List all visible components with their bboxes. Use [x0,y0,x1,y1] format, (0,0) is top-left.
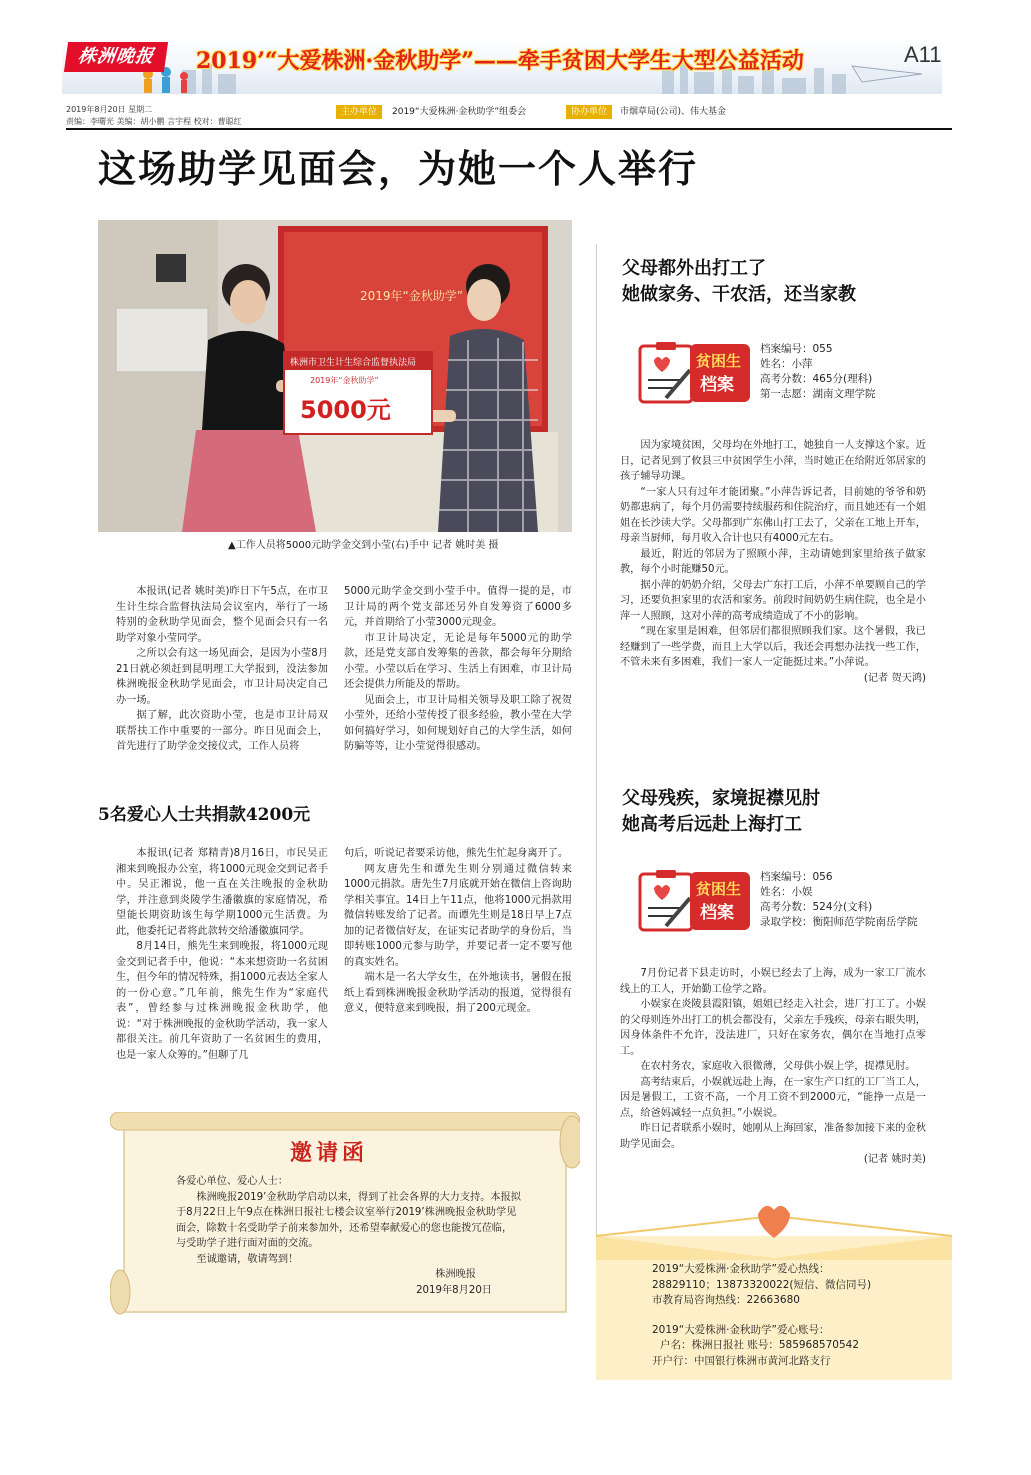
article2-paragraph: 端木是一名大学女生，在外地读书，暑假在报纸上看到株洲晚报金秋助学活动的报道，觉得很有意义，便特意来到晚报，捐了200元现金。 [344,972,572,1014]
student2-paragraph: 高考结束后，小娱就远赴上海，在一家生产口红的工厂当工人，因是暑假工，工资不高，一个月工资不到2000元，“能挣一点是一点，给爸妈减轻一点负担。”小娱说。 [620,1076,926,1119]
check-amount: 5000元 [300,396,391,424]
invitation-signer: 株洲晚报 [435,1269,476,1280]
invitation-title: 邀请函 [290,1140,369,1166]
student1-info [760,342,876,402]
student1-byline: (记者 贺天鸿) [863,672,926,684]
student2-paragraph: 在农村务农，家庭收入很微薄，父母供小娱上学，捉襟见肘。 [640,1061,916,1072]
student2-file-no: 档案编号：056 [760,871,833,883]
editors-line: 责编：李曙光 美编：胡小鹏 言宇程 校对：曹聪红 [66,117,242,126]
envelope-heart-graphic [596,1196,952,1260]
top-rule [66,128,952,130]
student2-score: 高考分数：524分(文科) [760,901,873,913]
masthead-title: 2019’“大爱株洲·金秋助学”——牵手贫困大学生大型公益活动 [196,48,804,74]
student2-paragraph: 小娱家在炎陵县霞阳镇，姐姐已经走入社会，进厂打工了。小娱的父母则连外出打工的机会都没有，父亲左手残疾，母亲右眼失明，因身体条件不允许，没法进厂，只好在家务农，偶尔在当地打点零工。 [620,999,926,1057]
article1-paragraph: 据了解，此次资助小莹，也是市卫计局双联帮扶工作中重要的一部分。昨日见面会上，首先进行了助学金交接仪式，工作人员将 [116,710,328,752]
check-org: 株洲市卫生计生综合监督执法局 [290,358,417,368]
article2-left-column [116,846,328,1063]
student1-score: 高考分数：465分(理科) [760,373,873,385]
student1-title-line1: 父母都外出打工了 [622,258,766,279]
page-number: A11 [904,42,942,67]
newspaper-logo: 株洲晚报 [64,42,168,72]
student1-badge-line2: 档案 [700,375,734,395]
hotline-numbers: 28829110；13873320022(短信、微信同号) [652,1278,872,1291]
student2-info [760,870,918,930]
photo-caption: ▲工作人员将5000元助学金交到小莹(右)手中 记者 姚时美 摄 [228,540,499,551]
article2-paragraph: 本报讯(记者 郑精青)8月16日，市民吴正湘来到晚报办公室，将1000元现金交到记者手中。吴正湘说，他一直在关注晚报的金秋助学，并注意到炎陵学生潘徽旗的家庭情况，希望能长期资助该生每学期1000元生活费。为此，他委托记者将此款转交给潘徽旗同学。 [116,848,328,937]
invitation-text: 株洲晚报2019’金秋助学启动以来，得到了社会各界的大力支持。本报拟于8月22日上午9点在株洲日报社七楼会议室举行2019’株洲晚报金秋助学见面会，除数十名受助学子前来参加外，还希望奉献爱心的您也能拨冗莅临，与受助学子进行面对面的交流。 [176,1191,521,1249]
student1-paragraph: “一家人只有过年才能团聚。”小萍告诉记者，目前她的爷爷和奶奶都患病了，每个月仍需要持续服药和住院治疗，而且她还有一个姐姐在长沙读大学。父母都到广东佛山打工去了，父亲在工地上开车，母亲当厨师，每月收入合计也只有4000元左右。 [620,486,926,544]
article2-title: 5名爱心人士共捐款4200元 [98,805,311,825]
account-line: 2019“大爱株洲·金秋助学”爱心账号： [652,1323,830,1336]
hotline-line: 市教育局咨询热线：22663680 [652,1294,800,1306]
student2-name: 姓名：小娱 [760,886,813,898]
student2-article [620,966,926,1168]
host-tag: 主办单位 [336,105,382,119]
student1-article [620,438,926,686]
hotline-text [652,1262,871,1369]
hotline-spacer [652,1309,871,1323]
date-line: 2019年8月20日 星期二 [66,105,153,114]
student2-byline: (记者 姚时美) [863,1154,926,1165]
student1-file-no: 档案编号：055 [760,343,833,355]
invitation-salutation: 各爱心单位、爱心人士： [176,1176,289,1187]
article1-paragraph: 见面会上，市卫计局相关领导及职工除了祝贺小莹外，还给小莹传授了很多经验，教小莹在大学如何搞好学习，如何规划好自己的大学生活，如何防骗等等，让小莹觉得很感动。 [344,694,572,752]
student1-choice: 第一志愿：湖南文理学院 [760,388,876,400]
student2-badge-line2: 档案 [700,903,734,923]
article1-paragraph: 5000元助学金交到小莹手中。值得一提的是，市卫计局的两个党支部还另外自发筹资了6000多元，并首期给了小莹3000元现金。 [344,586,572,628]
student1-file-badge [636,340,754,406]
screen-title: 2019年“金秋助学” [360,289,463,303]
student2-title-line2: 她高考后远赴上海打工 [622,814,802,835]
article1-paragraph: 本报讯(记者 姚时美)昨日下午5点，在市卫生计生综合监督执法局会议室内，举行了一场特别的金秋助学见面会，整个见面会只有一名助学对象小莹同学。 [116,586,328,644]
student2-file-badge [636,868,754,934]
co-text: 市烟草局(公司)、伟大基金 [620,107,727,117]
student1-paragraph: 最近，附近的邻居为了照顾小萍，主动请她到家里给孩子做家教，每个小时能赚50元。 [620,548,926,575]
article1-left-column [116,584,328,755]
student2-title-line1: 父母残疾，家境捉襟见肘 [622,788,820,809]
invitation-body [176,1174,522,1298]
article2-paragraph: 句后，听说记者要采访他，熊先生忙起身离开了。 [344,848,569,859]
account-bank: 开户行：中国银行株洲市黄河北路支行 [652,1354,831,1367]
invitation-closing: 至诚邀请，敬请驾到！ [196,1253,299,1265]
invitation-date: 2019年8月20日 [416,1284,492,1296]
main-headline: 这场助学见面会，为她一个人举行 [98,147,699,191]
student1-paragraph: “现在家里是困难，但邻居们都很照顾我们家。这个暑假，我已经赚到了一些学费，而且上大学以后，我还会再想办法找一些工作，不管未来有多困难，我们一家人一定能挺过来。”小萍说。 [620,626,926,668]
check-sub: 2019年“金秋助学” [310,376,379,385]
clipboard-icon [636,868,754,934]
news-photo [98,220,572,532]
student1-name: 姓名：小萍 [760,358,813,370]
student2-choice: 录取学校：衡阳师范学院南岳学院 [760,916,918,928]
student1-title-line2: 她做家务、干农活，还当家教 [622,284,856,305]
article2-paragraph: 8月14日，熊先生来到晚报，将1000元现金交到记者手中，他说：“本来想资助一名贫困生，但今年的情况特殊，捐1000元表达全家人的一份心意。”几年前，熊先生作为“家庭代表”，曾经参与过株洲晚报金秋助学，他说：“对于株洲晚报的金秋助学活动，我一家人都很关注。前几年资助了一名贫困生的费用，也是一家人众筹的。”但聊了几 [116,941,328,1061]
host-text: 2019“大爱株洲·金秋助学”组委会 [392,107,527,117]
column-divider [596,244,597,1244]
article1-right-column [344,584,572,755]
article1-paragraph: 之所以会有这一场见面会，是因为小莹8月21日就必须赶到昆明理工大学报到，没法参加株洲晚报金秋助学见面会，市卫计局决定自己办一场。 [116,648,328,706]
photo-scene [98,220,572,532]
hotline-line: 2019“大爱株洲·金秋助学”爱心热线： [652,1263,830,1275]
co-tag: 协办单位 [566,105,612,119]
clipboard-icon [636,340,754,406]
student2-paragraph: 昨日记者联系小娱时，她刚从上海回家，准备参加接下来的金秋助学见面会。 [620,1123,926,1150]
article2-paragraph: 网友唐先生和谭先生则分别通过微信转来1000元捐款。唐先生7月底就开始在微信上咨询助学相关事宜。14日上午11点，他将1000元捐款用微信转账发给了记者。而谭先生则是18日早上7点加的记者微信好友，在证实记者助学的身份后，当即转账1000元参与助学，并要记者一定不要写他的真实姓名。 [344,863,572,968]
student1-badge-line1: 贫困生 [696,352,742,370]
student1-paragraph: 因为家境贫困，父母均在外地打工，她独自一人支撑这个家。近日，记者见到了攸县三中贫困学生小萍，当时她正在给附近邻居家的孩子辅导功课。 [620,440,926,482]
article2-right-column [344,846,572,1017]
article1-paragraph: 市卫计局决定，无论是每年5000元的助学款，还是党支部自发筹集的善款，都会每年分期给小莹。小莹以后在学习、生活上有困难，市卫计局还会提供力所能及的帮助。 [344,632,572,690]
student1-paragraph: 据小萍的奶奶介绍，父母去广东打工后，小萍不单要顾自己的学习，还要负担家里的农活和家务。前段时间奶奶生病住院，也全是小萍一人照顾，这对小萍的高考成绩造成了不小的影响。 [620,579,926,622]
student2-paragraph: 7月份记者下县走访时，小娱已经去了上海，成为一家工厂流水线上的工人，开始勤工俭学之路。 [620,968,926,995]
account-number: 户名：株洲日报社 账号：585968570542 [660,1339,860,1351]
student2-badge-line1: 贫困生 [696,880,742,898]
